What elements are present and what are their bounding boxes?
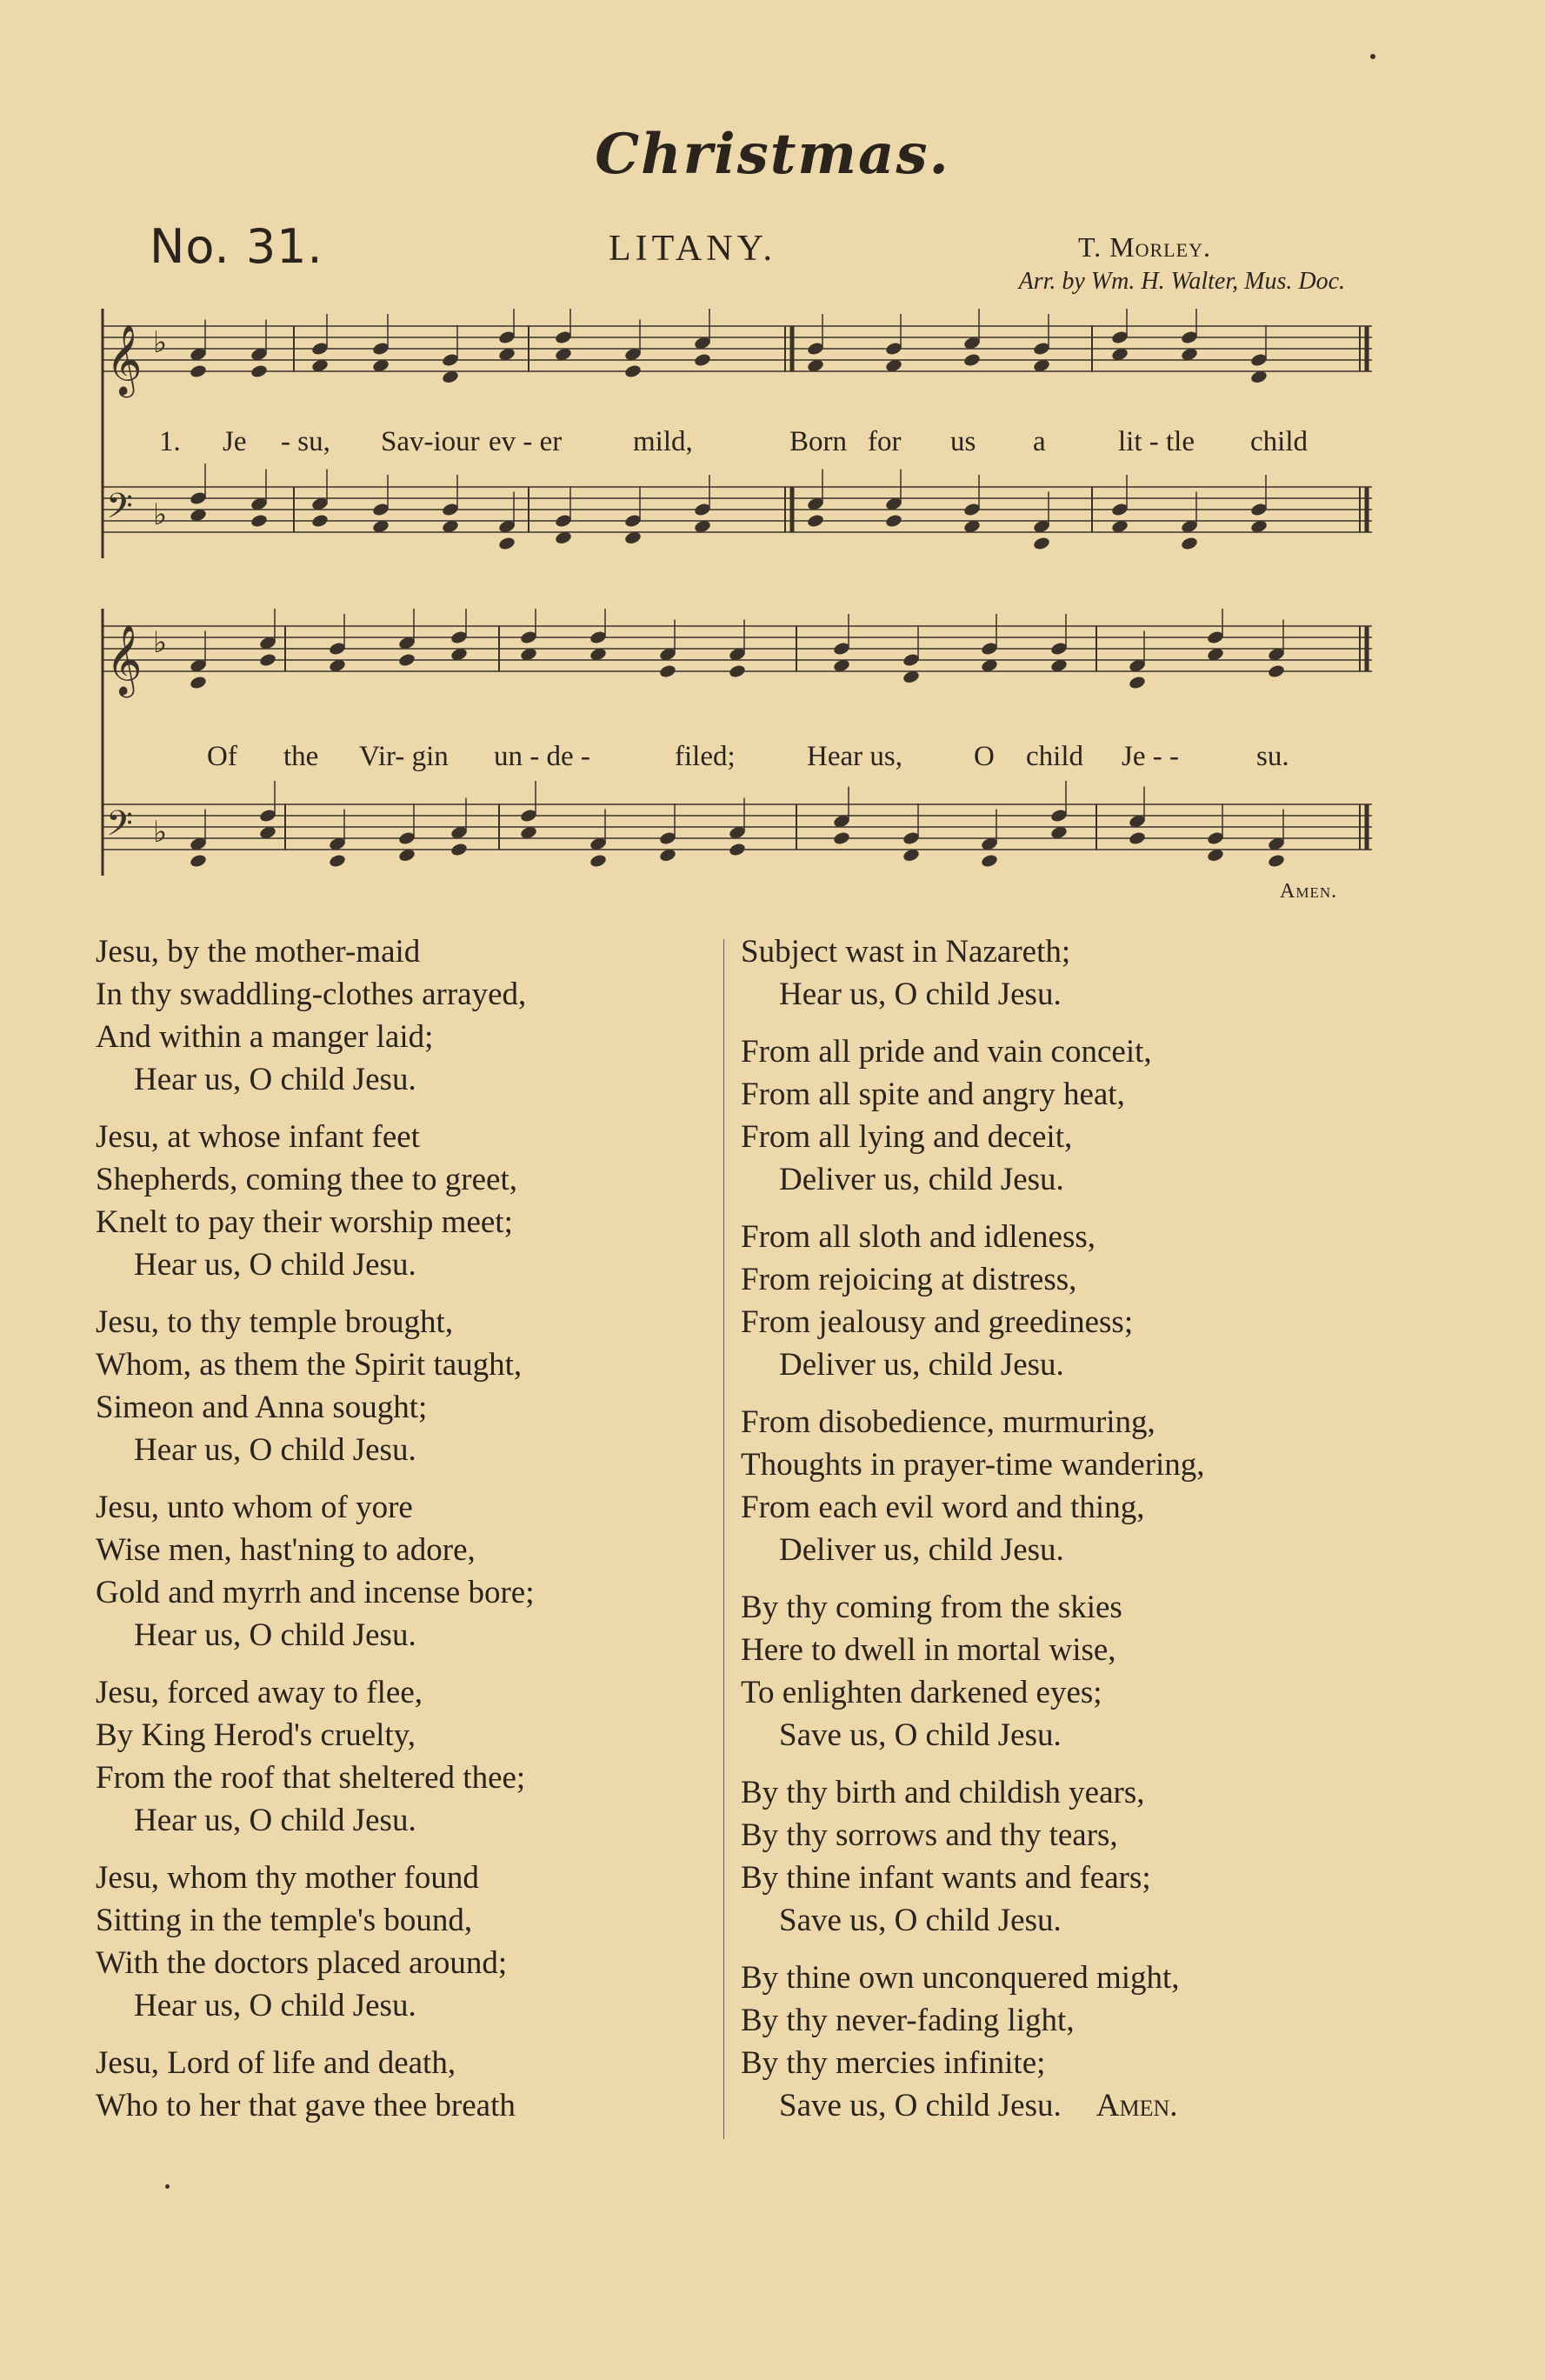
lyric-syllable: Of <box>207 741 237 772</box>
bass-clef-icon: 𝄢 <box>106 803 133 852</box>
notehead <box>1180 536 1198 550</box>
verse-line: By thy never-fading light, <box>741 2003 1075 2038</box>
verse-line: Jesu, whom thy mother found <box>96 1860 479 1896</box>
verse-refrain: Hear us, O child Jesu. <box>134 1617 416 1653</box>
verse-refrain: Save us, O child Jesu. Amen. <box>779 2088 1178 2123</box>
verse-line: Jesu, forced away to flee, <box>96 1675 423 1710</box>
verse-line: From all pride and vain conceit, <box>741 1034 1152 1070</box>
lyric-syllable: O <box>974 741 995 772</box>
notehead <box>250 363 268 378</box>
stanza <box>741 1216 1402 1386</box>
verse-refrain: Hear us, O child Jesu. <box>134 1062 416 1097</box>
composer: T. Morley. <box>1078 231 1211 263</box>
notehead <box>397 652 416 667</box>
lyric-syllable: child <box>1250 426 1308 457</box>
verse-line: By King Herod's cruelty, <box>96 1717 416 1753</box>
verse-line: Jesu, at whose infant feet <box>96 1119 420 1155</box>
lyric-syllable: mild, <box>633 426 693 457</box>
column-divider <box>723 939 724 2139</box>
stanza <box>96 1116 704 1286</box>
notehead <box>658 663 676 678</box>
lyric-syllable: filed; <box>675 741 736 772</box>
verse-line: Jesu, by the mother-maid <box>96 934 421 970</box>
verse-line: Sitting in the temple's bound, <box>96 1903 473 1938</box>
page-speck <box>1370 54 1375 59</box>
lyric-syllable: un - de - <box>494 741 590 772</box>
lyric-syllable: a <box>1033 426 1046 457</box>
notehead <box>884 513 902 528</box>
notehead <box>450 842 468 857</box>
verse-line: Shepherds, coming thee to greet, <box>96 1162 517 1197</box>
verse-line: From disobedience, murmuring, <box>741 1404 1155 1440</box>
verse-line: Gold and myrrh and incense bore; <box>96 1575 535 1610</box>
amen-label: Amen. <box>1280 880 1338 903</box>
tune-name: LITANY. <box>609 229 777 269</box>
stanza <box>741 1401 1402 1571</box>
notehead <box>806 513 824 528</box>
notehead <box>832 830 850 845</box>
verse-refrain: Deliver us, child Jesu. <box>779 1532 1064 1568</box>
lyric-syllable: Hear us, <box>807 741 902 772</box>
notehead <box>693 352 711 367</box>
verse-line: Wise men, hast'ning to adore, <box>96 1532 476 1568</box>
verse-line: By thy sorrows and thy tears, <box>741 1817 1118 1853</box>
verse-line: From rejoicing at distress, <box>741 1262 1077 1297</box>
lyric-syllable: - su, <box>281 426 330 457</box>
verse-line: Whom, as them the Spirit taught, <box>96 1347 523 1383</box>
verse-line: And within a manger laid; <box>96 1019 434 1055</box>
flat-sign-icon: ♭ <box>153 625 168 660</box>
verse-line: With the doctors placed around; <box>96 1945 508 1981</box>
stanza <box>96 1301 704 1471</box>
stanza <box>741 1957 1402 2127</box>
lyric-syllable: child <box>1026 741 1083 772</box>
verse-line: From all spite and angry heat, <box>741 1077 1125 1112</box>
verse-line: By thy mercies infinite; <box>741 2045 1046 2081</box>
stanza <box>741 1030 1402 1201</box>
stanza <box>741 1771 1402 1942</box>
verse-line: From each evil word and thing, <box>741 1490 1145 1525</box>
page-speck <box>165 2184 170 2189</box>
notehead <box>1128 830 1146 845</box>
verse-refrain: Hear us, O child Jesu. <box>134 1988 416 2023</box>
notehead <box>189 675 207 690</box>
stanza <box>741 1586 1402 1757</box>
verse-line: By thy coming from the skies <box>741 1590 1122 1625</box>
treble-clef-icon: 𝄞 <box>106 323 143 395</box>
notehead <box>980 853 998 868</box>
lyric-syllable: us <box>950 426 976 457</box>
bass-clef-icon: 𝄢 <box>106 486 133 535</box>
flat-sign-icon: ♭ <box>153 325 168 360</box>
verse-refrain: Hear us, O child Jesu. <box>779 977 1062 1012</box>
lyric-syllable: su. <box>1256 741 1289 772</box>
stanza <box>96 1486 704 1657</box>
music-system-1 <box>94 309 1381 587</box>
lyric-syllable: for <box>868 426 902 457</box>
section-title: Christmas. <box>595 122 950 187</box>
verse-line: By thine own unconquered might, <box>741 1960 1180 1996</box>
notehead <box>189 363 207 378</box>
lyric-syllable: Born <box>789 426 847 457</box>
verses-right-column <box>741 930 1402 2142</box>
notehead <box>1128 675 1146 690</box>
notehead <box>328 853 346 868</box>
verse-line: Simeon and Anna sought; <box>96 1390 428 1425</box>
verse-line: From jealousy and greediness; <box>741 1304 1134 1340</box>
lyric-syllable: Je - - <box>1122 741 1179 772</box>
notehead <box>1267 853 1285 868</box>
verse-line: Jesu, to thy temple brought, <box>96 1304 454 1340</box>
verse-line: Who to her that gave thee breath <box>96 2088 516 2123</box>
stanza <box>96 930 704 1101</box>
stanza <box>96 1857 704 2027</box>
notehead <box>1032 536 1050 550</box>
verses-left-column <box>96 930 704 2142</box>
verse-line: Knelt to pay their worship meet; <box>96 1204 513 1240</box>
notehead <box>497 536 516 550</box>
notehead <box>728 842 746 857</box>
verse-line: Thoughts in prayer-time wandering, <box>741 1447 1205 1483</box>
stanza <box>96 1671 704 1842</box>
treble-clef-icon: 𝄞 <box>106 623 143 695</box>
verse-refrain: Hear us, O child Jesu. <box>134 1247 416 1283</box>
notehead <box>258 652 276 667</box>
notehead <box>310 513 329 528</box>
notehead <box>589 853 607 868</box>
notehead <box>189 853 207 868</box>
amen-text: Amen. <box>1095 2088 1178 2123</box>
verse-line: By thine infant wants and fears; <box>741 1860 1151 1896</box>
lyric-syllable: Sav-iour <box>381 426 480 457</box>
hymn-number: No. 31. <box>150 219 323 274</box>
flat-sign-icon: ♭ <box>153 497 168 532</box>
stanza <box>96 2042 704 2127</box>
music-system-2 <box>94 609 1381 904</box>
notehead <box>623 363 642 378</box>
lyric-syllable: the <box>283 741 319 772</box>
verse-line: In thy swaddling-clothes arrayed, <box>96 977 527 1012</box>
verse-refrain: Save us, O child Jesu. <box>779 1717 1062 1753</box>
verse-line: Jesu, unto whom of yore <box>96 1490 413 1525</box>
lyric-syllable: 1. <box>159 426 181 457</box>
lyric-syllable: ev - er <box>489 426 563 457</box>
verse-line: From all lying and deceit, <box>741 1119 1073 1155</box>
verse-line: Jesu, Lord of life and death, <box>96 2045 456 2081</box>
verse-line: Here to dwell in mortal wise, <box>741 1632 1116 1668</box>
verse-refrain: Save us, O child Jesu. <box>779 1903 1062 1938</box>
verse-refrain: Hear us, O child Jesu. <box>134 1432 416 1468</box>
notehead <box>728 663 746 678</box>
flat-sign-icon: ♭ <box>153 815 168 850</box>
lyric-syllable: Vir- gin <box>359 741 449 772</box>
verse-line: By thy birth and childish years, <box>741 1775 1145 1810</box>
notehead <box>250 513 268 528</box>
verse-line: Subject wast in Nazareth; <box>741 934 1071 970</box>
verse-refrain: Hear us, O child Jesu. <box>134 1803 416 1838</box>
lyric-syllable: Je <box>223 426 247 457</box>
arranger: Arr. by Wm. H. Walter, Mus. Doc. <box>1018 268 1345 295</box>
verse-refrain: Deliver us, child Jesu. <box>779 1162 1064 1197</box>
stanza <box>741 930 1402 1016</box>
lyric-syllable: lit - tle <box>1118 426 1195 457</box>
verse-line: To enlighten darkened eyes; <box>741 1675 1102 1710</box>
verse-line: From all sloth and idleness, <box>741 1219 1095 1255</box>
verse-line: From the roof that sheltered thee; <box>96 1760 526 1796</box>
notehead <box>962 352 981 367</box>
notehead <box>1267 663 1285 678</box>
verse-refrain: Deliver us, child Jesu. <box>779 1347 1064 1383</box>
